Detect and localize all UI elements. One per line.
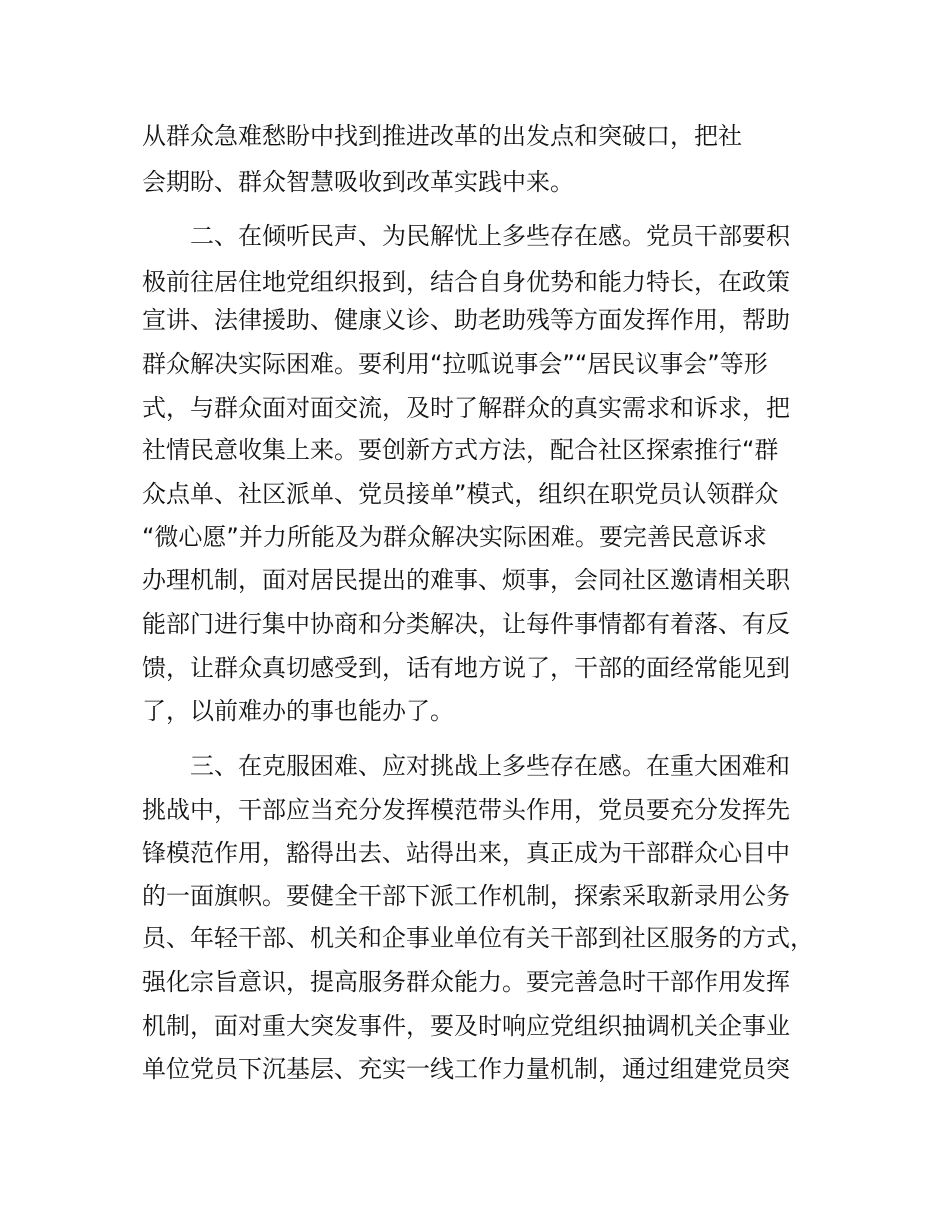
text-line: 了，以前难办的事也能办了。: [142, 697, 454, 725]
text-line: 机制，面对重大突发事件，要及时响应党组织抽调机关企事业: [142, 1012, 790, 1040]
text-line: 宣讲、法律援助、健康义诊、助老助残等方面发挥作用，帮助: [142, 306, 790, 334]
text-line: 强化宗旨意识，提高服务群众能力。要完善急时干部作用发挥: [142, 968, 790, 996]
text-line: 能部门进行集中协商和分类解决，让每件事情都有着落、有反: [142, 610, 790, 638]
text-line: 的一面旗帜。要健全干部下派工作机制，探索采取新录用公务: [142, 882, 790, 910]
text-line: 锋模范作用，豁得出去、站得出来，真正成为干部群众心目中: [142, 839, 790, 867]
text-line: 极前往居住地党组织报到，结合自身优势和能力特长，在政策: [142, 268, 790, 296]
text-line: 办理机制，面对居民提出的难事、烦事，会同社区邀请相关职: [142, 566, 790, 594]
text-line: 众点单、社区派单、党员接单”模式，组织在职党员认领群众: [142, 480, 779, 508]
text-line: 式，与群众面对面交流，及时了解群众的真实需求和诉求，把: [142, 394, 790, 422]
text-line: 员、年轻干部、机关和企事业单位有关干部到社区服务的方式，: [142, 924, 814, 952]
text-line: 从群众急难愁盼中找到推进改革的出发点和突破口，把社: [142, 122, 742, 150]
text-line: 二、在倾听民声、为民解忧上多些存在感。党员干部要积: [190, 222, 790, 250]
text-line: 三、在克服困难、应对挑战上多些存在感。在重大困难和: [190, 752, 790, 780]
text-line: 群众解决实际困难。要利用“拉呱说事会”“居民议事会”等形: [142, 350, 768, 378]
text-line: 挑战中，干部应当充分发挥模范带头作用，党员要充分发挥先: [142, 796, 790, 824]
text-line: 馈，让群众真切感受到，话有地方说了，干部的面经常能见到: [142, 654, 790, 682]
text-line: “微心愿”并力所能及为群众解决实际困难。要完善民意诉求: [142, 523, 767, 551]
text-line: 单位党员下沉基层、充实一线工作力量机制，通过组建党员突: [142, 1055, 790, 1083]
text-line: 社情民意收集上来。要创新方式方法，配合社区探索推行“群: [142, 436, 779, 464]
text-line: 会期盼、群众智慧吸收到改革实践中来。: [142, 168, 574, 196]
